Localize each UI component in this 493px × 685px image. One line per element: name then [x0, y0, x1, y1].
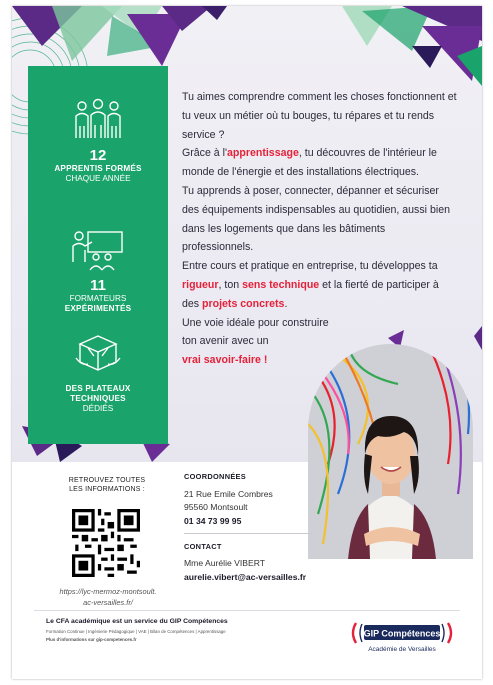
intro-paragraph: Grâce à l'apprentissage, tu découvres de l'intérieur le monde de l'énergie et des installations électriques.: [182, 147, 437, 179]
stat-apprentices: [28, 98, 168, 184]
stat-label-strong: DES PLATEAUX: [65, 384, 131, 393]
contact-name: Mme Aurélie VIBERT: [184, 558, 266, 568]
contact-email[interactable]: aurelie.vibert@ac-versailles.fr: [184, 572, 307, 582]
stat-number: 11: [90, 277, 106, 294]
footer-title: Le CFA académique est un service du GIP Compétences: [46, 618, 228, 625]
coordinates-title: COORDONNÉES: [184, 472, 247, 481]
contact-title: CONTACT: [184, 542, 222, 551]
stat-label-strong: EXPÉRIMENTÉS: [64, 304, 132, 313]
website-url[interactable]: https://lyc-mermoz-montsoult. ac-versailles.fr/: [59, 587, 157, 607]
address: 21 Rue Emile Combres 95560 Montsoult: [184, 489, 273, 512]
stat-label: DÉDIÉS: [82, 404, 114, 413]
teacher-board-icon: [70, 228, 126, 272]
footer-divider: [34, 610, 460, 611]
intro-paragraph: Entre cours et pratique en entreprise, tu développes ta rigueur, ton sens technique et la fierté de participer à des projets concrets.: [182, 260, 439, 310]
highlight-text: rigueur: [182, 278, 219, 291]
stat-label-strong: APPRENTIS FORMÉS: [54, 164, 142, 173]
intro-paragraph: Tu aimes comprendre comment les choses fonctionnent et tu veux un métier où tu bouges, tu répares et tu rends service ?: [182, 91, 457, 141]
divider: [184, 533, 312, 534]
people-group-icon: [72, 98, 124, 142]
qr-code[interactable]: [72, 509, 140, 577]
svg-text:GIP Compétences: GIP Compétences: [363, 628, 441, 639]
box-hands-icon: [74, 332, 122, 376]
intro-text: [182, 88, 458, 370]
stat-number: 12: [89, 147, 107, 164]
student-photo: [308, 344, 473, 559]
gip-logo[interactable]: [350, 621, 454, 657]
stat-label: FORMATEURS: [69, 294, 127, 303]
stat-trainers: [28, 228, 168, 314]
highlight-text: sens technique: [242, 278, 320, 291]
flyer-page: [12, 6, 482, 679]
footer-services: Formation Continue | Ingénierie Pédagogique | VAE | Bilan de Compétences | Apprentissage: [46, 629, 226, 634]
stat-platforms: [28, 332, 168, 414]
highlight-text: apprentissage: [227, 147, 299, 160]
phone-number[interactable]: 01 34 73 99 95: [184, 516, 242, 526]
intro-paragraph: Une voie idéale pour construire: [182, 316, 329, 329]
stat-label: CHAQUE ANNÉE: [65, 174, 131, 183]
info-label: RETROUVEZ TOUTES LES INFORMATIONS :: [68, 477, 146, 493]
intro-paragraph: Tu apprends à poser, connecter, dépanner et sécuriser des équipements indispensables au quotidien, aussi bien dans les logements que dans les bâtiments professionnels.: [182, 184, 450, 254]
highlight-text: vrai savoir-faire !: [182, 354, 268, 367]
highlight-text: projets concrets: [202, 297, 285, 310]
footer-website[interactable]: Plus d'informations sur gip-competences.fr: [46, 637, 137, 642]
svg-text:Académie de Versailles: Académie de Versailles: [368, 646, 436, 653]
intro-paragraph: ton avenir avec un: [182, 335, 269, 348]
stat-label-strong: TECHNIQUES: [70, 394, 126, 403]
